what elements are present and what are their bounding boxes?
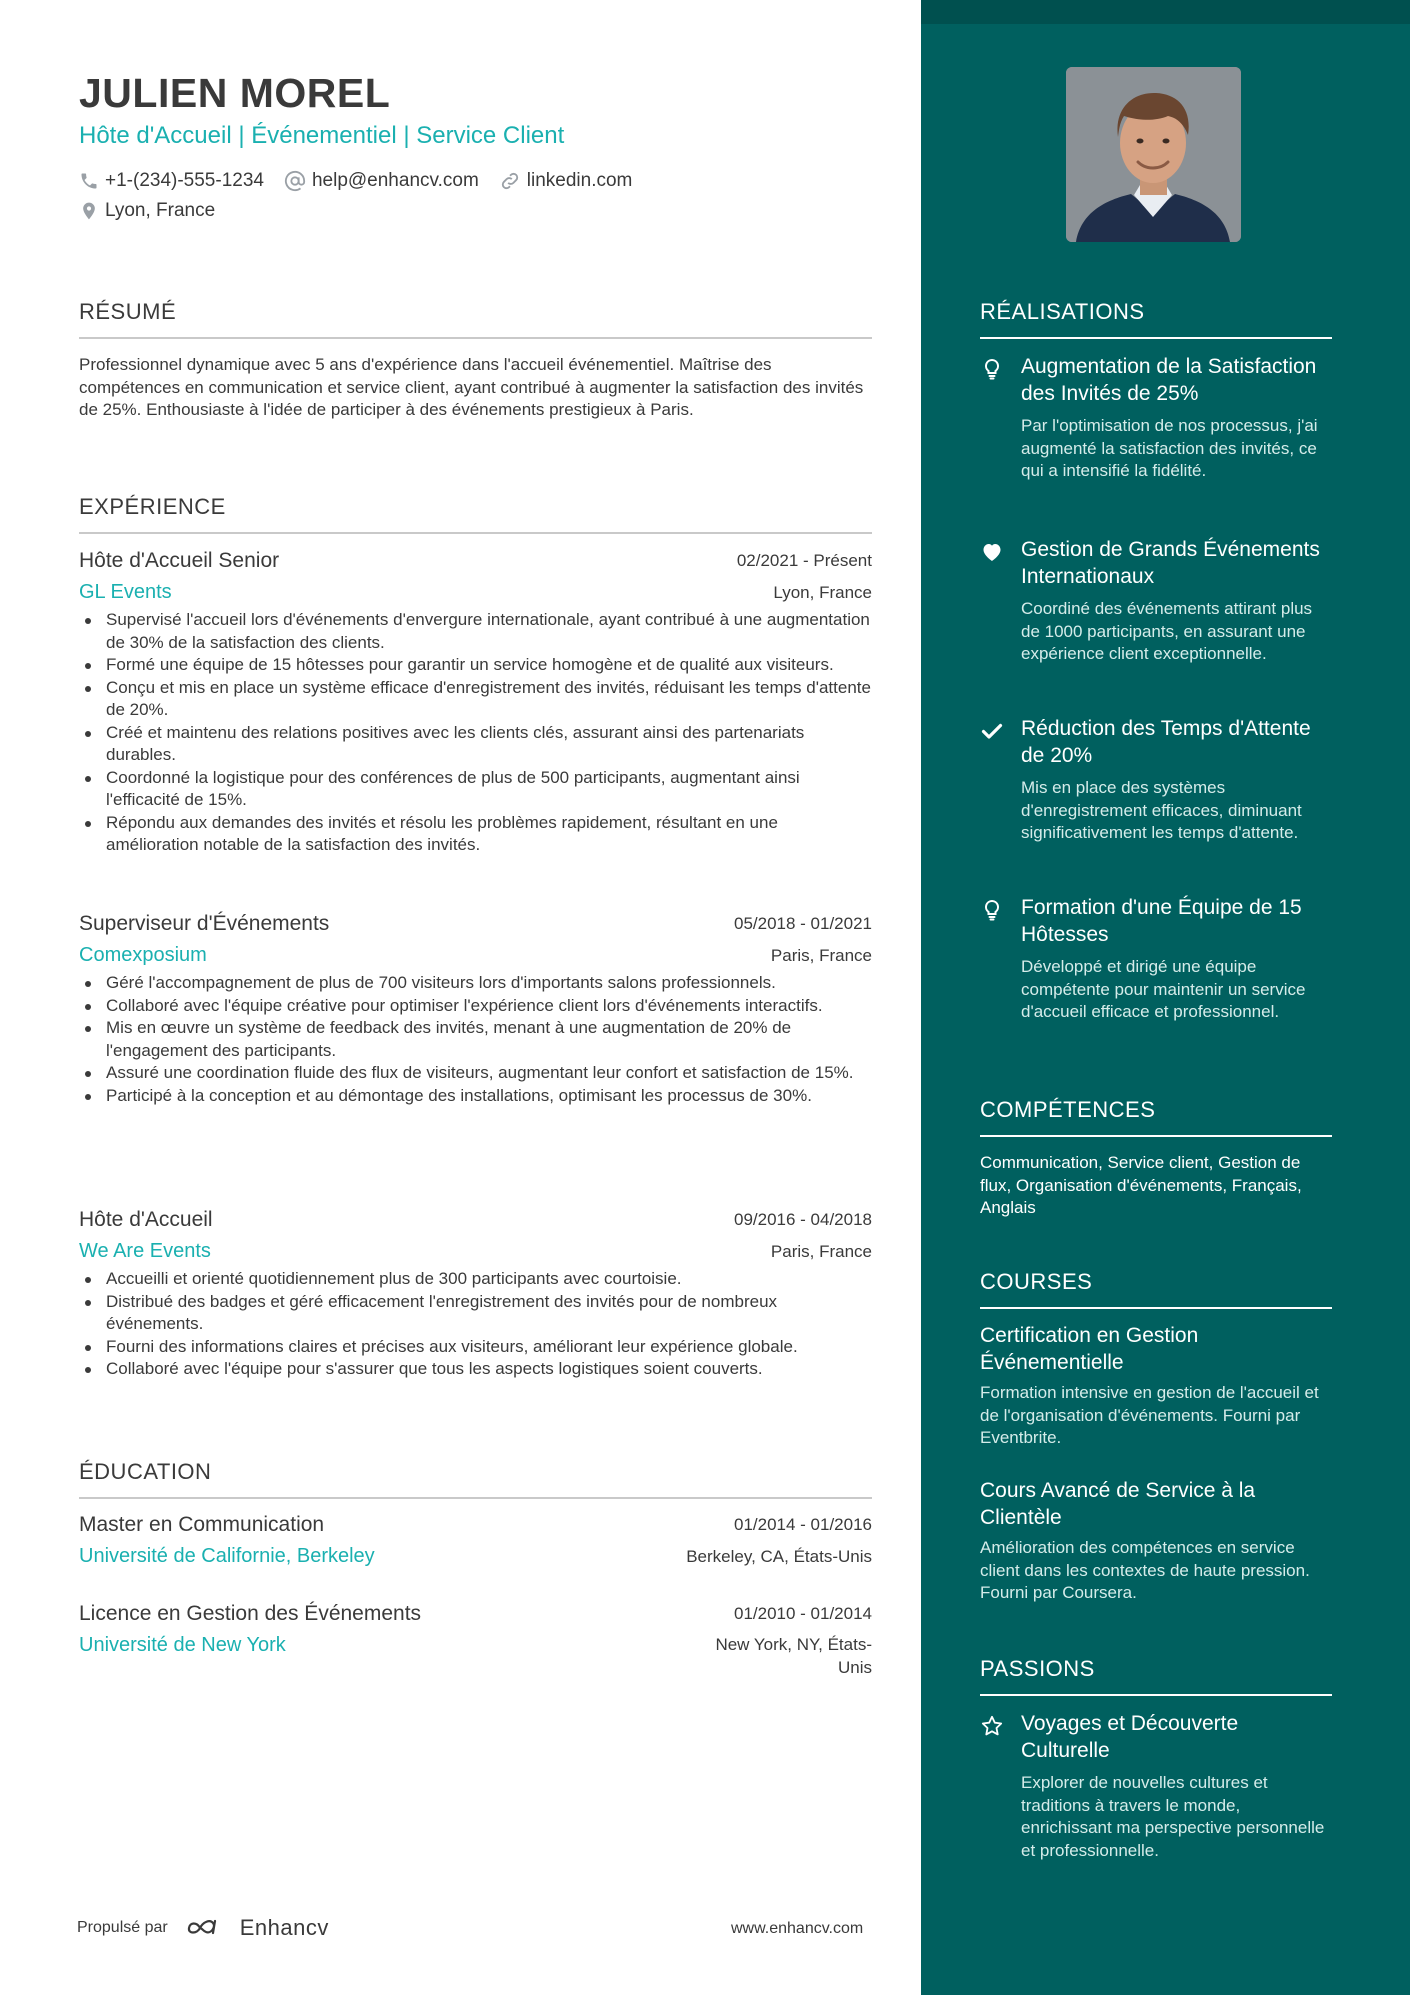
summary-text: Professionnel dynamique avec 5 ans d'expérience dans l'accueil événementiel. Maîtrise des compétences en communication et service client, ayant contribué à augmenter la satisfaction des invités de 25%. Enthousiaste à l'idée de participer à des événements prestigieux à Paris. <box>79 355 864 419</box>
job-bullet: Créé et maintenu des relations positives avec les clients clés, assurant ainsi des partenariats durables. <box>79 722 872 767</box>
footer-website[interactable]: www.enhancv.com <box>731 1920 864 1937</box>
skills-text: Communication, Service client, Gestion de flux, Organisation d'événements, Français, Anglais <box>980 1153 1302 1217</box>
education-school: Université de Californie, Berkeley <box>79 1545 375 1567</box>
achievement-title: Augmentation de la Satisfaction des Invités de 25% <box>1021 355 1317 405</box>
job-bullet: Accueilli et orienté quotidiennement plus de 300 participants avec courtoisie. <box>79 1268 872 1291</box>
job-bullet: Collaboré avec l'équipe pour s'assurer que tous les aspects logistiques soient couverts. <box>79 1358 872 1381</box>
headline: Hôte d'Accueil | Événementiel | Service Client <box>79 122 565 149</box>
passion-title: Voyages et Découverte Culturelle <box>1021 1712 1239 1762</box>
contact-email <box>284 170 479 192</box>
courses-section-title: COURSES <box>980 1269 1332 1309</box>
enhancv-brand[interactable]: Enhancv <box>239 1915 329 1940</box>
star-icon <box>980 1714 1004 1738</box>
achievement-item <box>980 715 1332 845</box>
education-dates: 01/2010 - 01/2014 <box>733 1604 872 1623</box>
education-degree: Master en Communication <box>79 1513 325 1536</box>
contact-phone <box>79 170 264 192</box>
job-dates: 02/2021 - Présent <box>736 551 872 570</box>
job-entry <box>79 549 872 857</box>
achievements-section-title: RÉALISATIONS <box>980 299 1332 339</box>
course-desc: Amélioration des compétences en service client dans les contextes de haute pression. Fourni par Coursera. <box>980 1538 1310 1602</box>
job-bullets <box>79 609 872 857</box>
achievement-desc: Développé et dirigé une équipe compétente pour maintenir un service d'accueil efficace et professionnel. <box>1021 957 1306 1021</box>
achievement-item <box>980 353 1332 483</box>
education-section-title: ÉDUCATION <box>79 1459 872 1499</box>
job-company: We Are Events <box>79 1240 211 1262</box>
email-text[interactable]: help@enhancv.com <box>311 170 479 191</box>
job-location: Paris, France <box>770 946 872 965</box>
achievement-item <box>980 536 1332 666</box>
avatar <box>1066 67 1241 242</box>
course-item <box>980 1477 1332 1605</box>
achievement-title: Réduction des Temps d'Attente de 20% <box>1021 717 1311 767</box>
job-bullets <box>79 972 872 1107</box>
job-entry <box>79 1208 872 1381</box>
sidebar <box>921 0 1410 1995</box>
enhancv-logo-icon <box>186 1915 234 1941</box>
education-location-line: New York, NY, États- <box>715 1635 872 1654</box>
course-title: Cours Avancé de Service à la Clientèle <box>980 1479 1256 1529</box>
skills-section-title: COMPÉTENCES <box>980 1097 1332 1137</box>
job-bullet: Conçu et mis en place un système efficace d'enregistrement des invités, réduisant les temps d'attente de 20%. <box>79 677 872 722</box>
course-title: Certification en Gestion Événementielle <box>980 1324 1199 1374</box>
sidebar-top-bar <box>921 0 1410 24</box>
job-bullet: Distribué des badges et géré efficacement l'enregistrement des invités pour de nombreux événements. <box>79 1291 872 1336</box>
job-dates: 09/2016 - 04/2018 <box>733 1210 872 1229</box>
achievement-desc: Coordiné des événements attirant plus de 1000 participants, en assurant une expérience client exceptionnelle. <box>1021 599 1313 663</box>
achievement-desc: Mis en place des systèmes d'enregistrement efficaces, diminuant significativement les temps d'attente. <box>1021 778 1302 842</box>
achievement-desc: Par l'optimisation de nos processus, j'ai augmenté la satisfaction des invités, ce qui a intensifié la fidélité. <box>1021 416 1318 480</box>
location-pin-icon <box>79 200 99 222</box>
website-text[interactable]: linkedin.com <box>526 170 633 191</box>
profile-photo <box>1066 67 1241 242</box>
job-location: Lyon, France <box>773 583 872 602</box>
experience-section-title: EXPÉRIENCE <box>79 494 872 534</box>
summary-section-title: RÉSUMÉ <box>79 299 872 339</box>
education-location <box>715 1634 872 1679</box>
achievement-title: Formation d'une Équipe de 15 Hôtesses <box>1021 896 1302 946</box>
job-bullet: Collaboré avec l'équipe créative pour optimiser l'expérience client lors d'événements interactifs. <box>79 995 872 1018</box>
job-bullets <box>79 1268 872 1381</box>
job-company: Comexposium <box>79 944 207 966</box>
course-item <box>980 1322 1332 1450</box>
contact-website <box>499 170 633 192</box>
job-entry <box>79 912 872 1107</box>
education-entry <box>79 1513 872 1573</box>
education-location: Berkeley, CA, États-Unis <box>686 1547 872 1566</box>
job-bullet: Fourni des informations claires et précises aux visiteurs, améliorant leur expérience globale. <box>79 1336 872 1359</box>
contact-location <box>79 200 215 222</box>
contact-row-2 <box>79 200 235 222</box>
contact-row <box>79 170 652 192</box>
job-bullet: Coordonné la logistique pour des conférences de plus de 500 participants, augmentant ainsi l'efficacité de 15%. <box>79 767 872 812</box>
job-bullet: Répondu aux demandes des invités et résolu les problèmes rapidement, résultant en une amélioration notable de la satisfaction des invités. <box>79 812 872 857</box>
job-bullet: Supervisé l'accueil lors d'événements d'envergure internationale, ayant contribué à une augmentation de 30% de la satisfaction des clients. <box>79 609 872 654</box>
achievement-title: Gestion de Grands Événements Internationaux <box>1021 538 1320 588</box>
footer-branding <box>77 1915 329 1941</box>
phone-icon <box>79 171 99 191</box>
job-company: GL Events <box>79 581 172 603</box>
passion-desc: Explorer de nouvelles cultures et traditions à travers le monde, enrichissant ma perspective personnelle et professionnelle. <box>1021 1773 1325 1860</box>
at-icon <box>284 170 306 192</box>
job-bullet: Mis en œuvre un système de feedback des invités, menant à une augmentation de 20% de l'engagement des participants. <box>79 1017 872 1062</box>
lightbulb-icon <box>980 898 1004 922</box>
check-icon <box>980 719 1004 743</box>
passion-item <box>980 1710 1332 1862</box>
location-text: Lyon, France <box>105 200 216 221</box>
job-bullet: Géré l'accompagnement de plus de 700 visiteurs lors d'importants salons professionnels. <box>79 972 872 995</box>
job-bullet: Participé à la conception et au démontage des installations, optimisant les processus de 30%. <box>79 1085 872 1108</box>
job-dates: 05/2018 - 01/2021 <box>733 914 872 933</box>
achievement-item <box>980 894 1332 1024</box>
education-degree: Licence en Gestion des Événements <box>79 1602 422 1625</box>
job-title: Hôte d'Accueil Senior <box>79 549 280 572</box>
powered-by-text: Propulsé par <box>77 1919 168 1936</box>
lightbulb-icon <box>980 357 1004 381</box>
passions-section-title: PASSIONS <box>980 1656 1332 1696</box>
education-entry <box>79 1602 872 1677</box>
heart-icon <box>980 540 1004 564</box>
candidate-name: JULIEN MOREL <box>79 70 391 116</box>
phone-text[interactable]: +1-(234)-555-1234 <box>105 170 264 191</box>
job-title: Superviseur d'Événements <box>79 912 330 935</box>
link-icon <box>499 170 521 192</box>
course-desc: Formation intensive en gestion de l'accueil et de l'organisation d'événements. Fourni par Eventbrite. <box>980 1383 1319 1447</box>
education-school: Université de New York <box>79 1634 286 1656</box>
education-dates: 01/2014 - 01/2016 <box>733 1515 872 1534</box>
education-location-line: Unis <box>837 1657 872 1677</box>
job-title: Hôte d'Accueil <box>79 1208 213 1231</box>
job-bullet: Assuré une coordination fluide des flux de visiteurs, augmentant leur confort et satisfaction de 15%. <box>79 1062 872 1085</box>
job-location: Paris, France <box>770 1242 872 1261</box>
job-bullet: Formé une équipe de 15 hôtesses pour garantir un service homogène et de qualité aux visiteurs. <box>79 654 872 677</box>
